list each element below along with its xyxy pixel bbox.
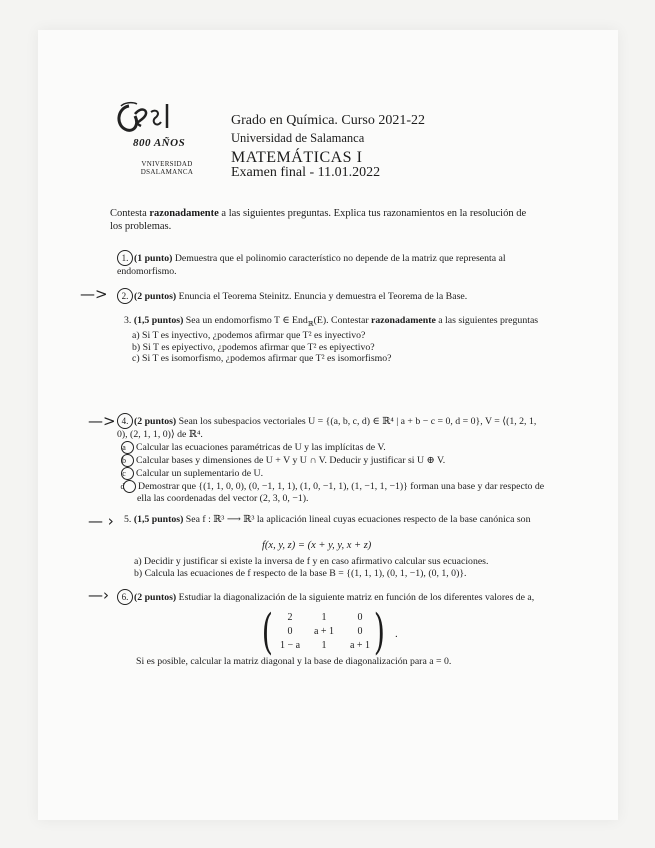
question-number: 5.	[124, 514, 132, 525]
question-2: 2. (2 puntos) Enuncia el Teorema Steinitz. Enuncia y demuestra el Teorema de la Base.	[117, 288, 542, 304]
list-item: a Calcular las ecuaciones paramétricas de U y las implícitas de V.	[122, 441, 386, 453]
question-number: 4.	[117, 413, 133, 429]
matrix-row: 0 a + 1 0	[287, 626, 363, 637]
list-item: b) Calcula las ecuaciones de f respecto de la base B = {(1, 1, 1), (0, 1, −1), (0, 1, 0)}.	[134, 567, 467, 579]
instructions: Contesta razonadamente a las siguientes preguntas. Explica tus razonamientos en la resolución de los problemas.	[110, 208, 527, 232]
question-number: 2.	[117, 288, 133, 304]
function-formula: f(x, y, z) = (x + y, y, x + z)	[262, 540, 372, 551]
question-1: 1. (1 punto) Demuestra que el polinomio característico no depende de la matriz que representa al endomorfismo.	[117, 250, 542, 278]
question-number: 6.	[117, 589, 133, 605]
list-item: b Calcular bases y dimensiones de U + V y U ∩ V. Deducir y justificar si U ⊕ V.	[122, 454, 446, 466]
handwritten-arrow-mark: —>	[88, 412, 116, 430]
matrix-row: 2 1 0	[287, 612, 363, 623]
right-paren: )	[373, 604, 385, 660]
university-seal-icon	[111, 100, 191, 140]
handwritten-arrow-mark: —>	[80, 285, 108, 303]
question-number: 1.	[117, 250, 133, 266]
list-item: d Demostrar que {(1, 1, 0, 0), (0, −1, 1, 1), (1, 0, −1, 1), (1, −1, 1, −1)} forman una base y dar respecto de ella las coordenadas del vector (2, 3, 0, −1).	[120, 480, 545, 504]
question-number: 3.	[124, 315, 132, 326]
handwritten-arrow-mark: —›	[88, 586, 109, 604]
matrix-end-dot: .	[395, 628, 398, 640]
matrix-row: 1 − a 1 a + 1	[279, 640, 371, 651]
subject-title: MATEMÁTICAS I	[231, 149, 363, 166]
logo-years: 800 AÑOS	[133, 137, 186, 149]
question-5-items	[134, 556, 544, 579]
question-5: 5. (1,5 puntos) Sea f : ℝ³ ⟶ ℝ³ la aplicación lineal cuyas ecuaciones respecto de la base canónica son	[124, 514, 531, 525]
question-3: 3. (1,5 puntos) Sea un endomorfismo T ∈ End$_ℝ$(E). Contestar razonadamente a las siguientes preguntas a) Si T es inyectivo, ¿podemos afirmar que T² es inyectivo? b) Si T es epiyectivo, ¿podemos afirmar que T² es epiyectivo? c) Si T es isomorfismo, ¿podemos afirmar que T² es isomorfismo?	[124, 315, 542, 365]
university-line: Universidad de Salamanca	[231, 131, 365, 145]
left-paren: (	[261, 604, 273, 660]
question-4: 4. (2 puntos) Sean los subespacios vectoriales U = {(a, b, c, d) ∈ ℝ⁴ | a + b − c = 0, d = 0}, V = ⟨(1, 2, 1, 0), (2, 1, 1, 0)⟩ de ℝ⁴. a Calcular las ecuaciones paramétricas de U y las implícitas de V. b Calcular bases y dimensiones de U + V y U ∩ V. Deducir y justificar si U ⊕ V. c Calcular un suplementario de U. d Demostrar que {(1, 1, 0, 0), (0, −1, 1, 1), (1, 0, −1, 1), (1, −1, 1, −1)} forman una base y dar respecto de ella las coordenadas del vector (2, 3, 0, −1).	[117, 413, 545, 504]
university-logo	[103, 100, 203, 190]
list-item: c Calcular un suplementario de U.	[122, 467, 264, 479]
list-item: a) Decidir y justificar si existe la inversa de f y en caso afirmativo calcular sus ecuaciones.	[134, 556, 489, 567]
exam-date-line: Examen final - 11.01.2022	[231, 165, 381, 180]
matrix	[258, 604, 388, 660]
logo-university-name: VNIVERSIDAD DSALAMANCA	[140, 160, 194, 176]
question-6: 6. (2 puntos) Estudiar la diagonalización de la siguiente matriz en función de los diferentes valores de a,	[117, 589, 542, 605]
list-item: c) Si T es isomorfismo, ¿podemos afirmar que T² es isomorfismo?	[132, 353, 392, 365]
degree-line: Grado en Química. Curso 2021-22	[231, 113, 426, 128]
question-6-closing: Si es posible, calcular la matriz diagonal y la base de diagonalización para a = 0.	[136, 656, 452, 667]
handwritten-arrow-mark: — ›	[88, 512, 114, 530]
list-item: a) Si T es inyectivo, ¿podemos afirmar que T² es inyectivo?	[132, 330, 366, 342]
list-item: b) Si T es epiyectivo, ¿podemos afirmar que T² es epiyectivo?	[132, 341, 375, 353]
